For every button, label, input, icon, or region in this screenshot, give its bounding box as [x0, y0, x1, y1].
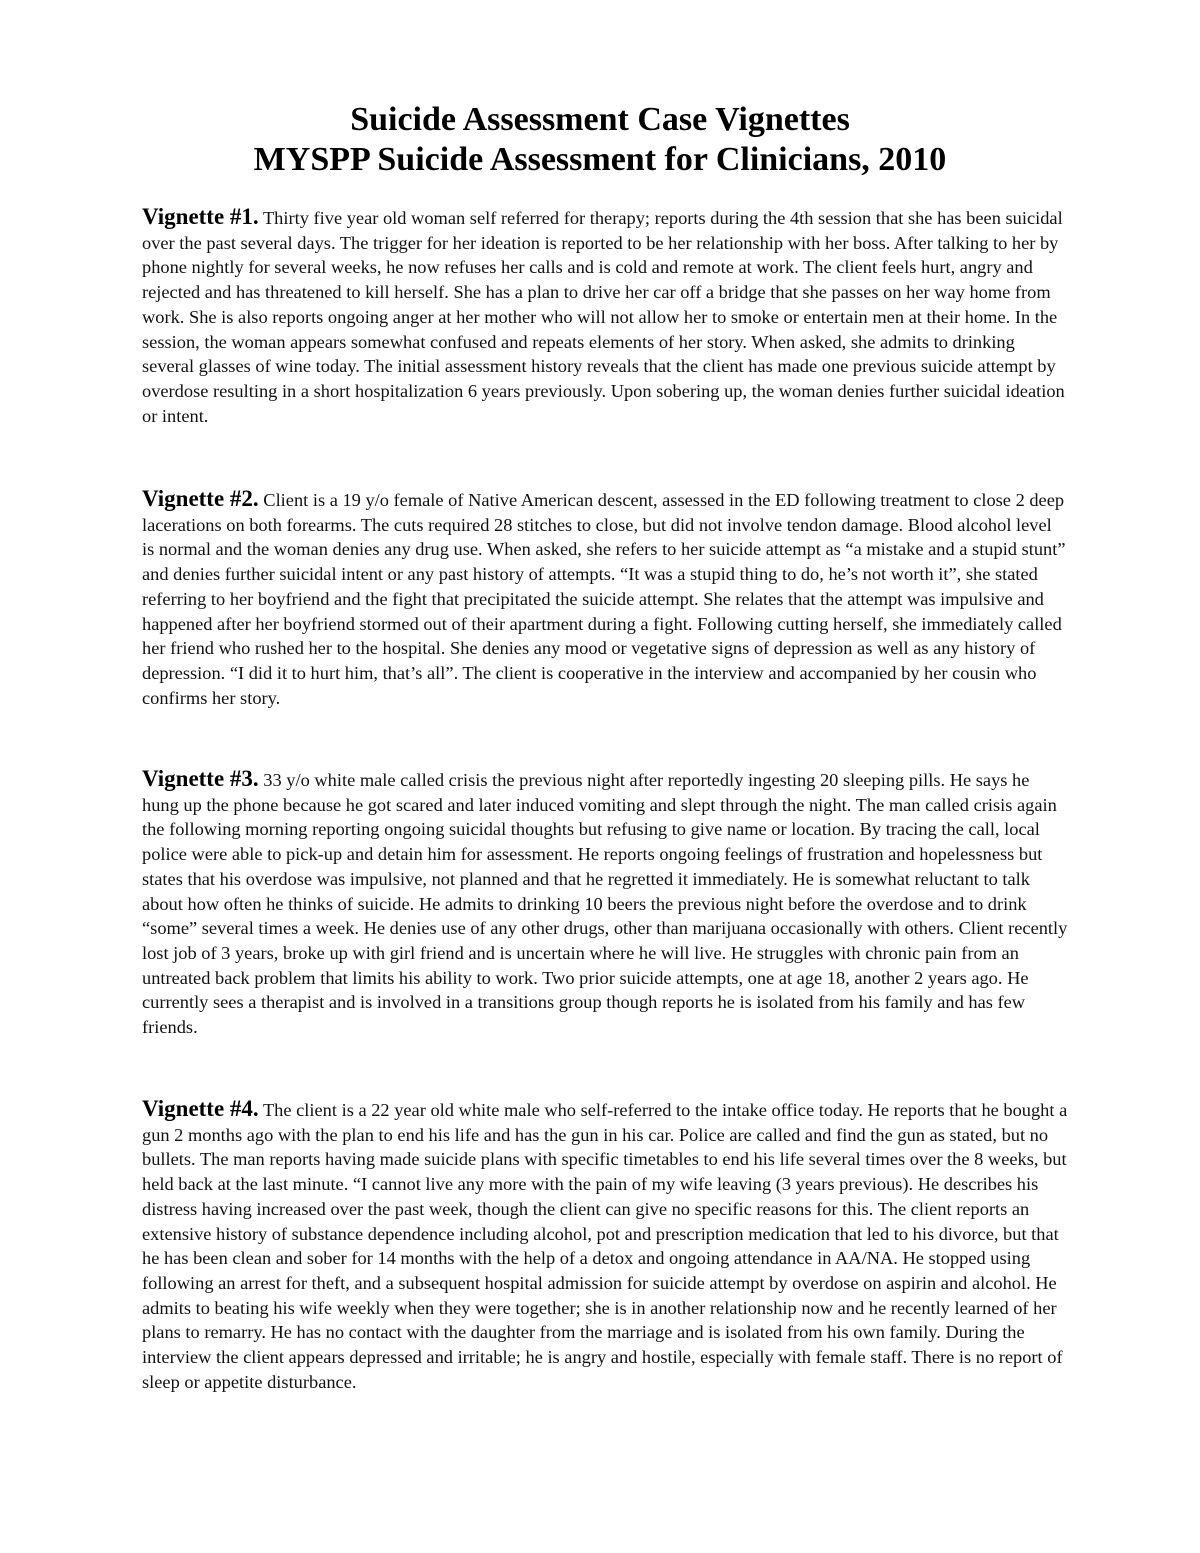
vignette-1-text: Thirty five year old woman self referred for therapy; reports during the 4th session that she has been suicidal over the past several days. The trigger for her ideation is reported to be her relationship with her boss. After talking to her by phone nightly for several weeks, he now refuses her calls and is cold and remote at work. The client feels hurt, angry and rejected and has threatened to kill herself. She has a plan to drive her car off a bridge that she passes on her way home from work. She is also reports ongoing anger at her mother who will not allow her to smoke or entertain men at their home. In the session, the woman appears somewhat confused and repeats elements of her story. When asked, she admits to drinking several glasses of wine today. The initial assessment history reveals that the client has made one previous suicide attempt by overdose resulting in a short hospitalization 6 years previously. Upon sobering up, the woman denies further suicidal ideation or intent.: [142, 208, 1065, 426]
title-line-1: Suicide Assessment Case Vignettes: [350, 101, 850, 138]
vignette-3: [142, 767, 1068, 1040]
vignette-2-heading: Vignette #2.: [142, 486, 259, 511]
vignette-3-heading: Vignette #3.: [142, 766, 259, 791]
vignette-1: [142, 205, 1068, 428]
vignette-3-text: 33 y/o white male called crisis the previous night after reportedly ingesting 20 sleeping pills. He says he hung up the phone because he got scared and later induced vomiting and slept through the night. The man called crisis again the following morning reporting ongoing suicidal thoughts but refusing to give name or location. By tracing the call, local police were able to pick-up and detain him for assessment. He reports ongoing feelings of frustration and hopelessness but states that his overdose was impulsive, not planned and that he regretted it immediately. He is somewhat reluctant to talk about how often he thinks of suicide. He admits to drinking 10 beers the previous night before the overdose and to drink “some” several times a week. He denies use of any other drugs, other than marijuana occasionally with others. Client recently lost job of 3 years, broke up with girl friend and is uncertain where he will live. He struggles with chronic pain from an untreated back problem that limits his ability to work. Two prior suicide attempts, one at age 18, another 2 years ago. He currently sees a therapist and is involved in a transitions group though reports he is isolated from his family and has few friends.: [142, 770, 1068, 1038]
vignette-4-text: The client is a 22 year old white male who self-referred to the intake office today. He reports that he bought a gun 2 months ago with the plan to end his life and has the gun in his car. Police are called and find the gun as stated, but no bullets. The man reports having made suicide plans with specific timetables to end his life several times over the 8 weeks, but held back at the last minute. “I cannot live any more with the pain of my wife leaving (3 years previous). He describes his distress having increased over the past week, though the client can give no specific reasons for this. The client reports an extensive history of substance dependence including alcohol, pot and prescription medication that led to his divorce, but that he has been clean and sober for 14 months with the help of a detox and ongoing attendance in AA/NA. He stopped using following an arrest for theft, and a subsequent hospital admission for suicide attempt by overdose on aspirin and alcohol. He admits to beating his wife weekly when they were together; she is in another relationship now and he recently learned of her plans to remarry. He has no contact with the daughter from the marriage and is isolated from his own family. During the interview the client appears depressed and irritable; he is angry and hostile, especially with female staff. There is no report of sleep or appetite disturbance.: [142, 1100, 1068, 1392]
vignette-1-heading: Vignette #1.: [142, 204, 259, 229]
title-line-2: MYSPP Suicide Assessment for Clinicians, 2010: [253, 141, 947, 178]
document-title: [0, 100, 1200, 180]
vignette-4: [142, 1097, 1068, 1394]
vignette-4-heading: Vignette #4.: [142, 1096, 259, 1121]
vignette-2-text: Client is a 19 y/o female of Native American descent, assessed in the ED following treatment to close 2 deep lacerations on both forearms. The cuts required 28 stitches to close, but did not involve tendon damage. Blood alcohol level is normal and the woman denies any drug use. When asked, she refers to her suicide attempt as “a mistake and a stupid stunt” and denies further suicidal intent or any past history of attempts. “It was a stupid thing to do, he’s not worth it”, she stated referring to her boyfriend and the fight that precipitated the suicide attempt. She relates that the attempt was impulsive and happened after her boyfriend stormed out of their apartment during a fight. Following cutting herself, she immediately called her friend who rushed her to the hospital. She denies any mood or vegetative signs of depression as well as any history of depression. “I did it to hurt him, that’s all”. The client is cooperative in the interview and accompanied by her cousin who confirms her story.: [142, 490, 1066, 708]
vignette-2: [142, 487, 1068, 710]
